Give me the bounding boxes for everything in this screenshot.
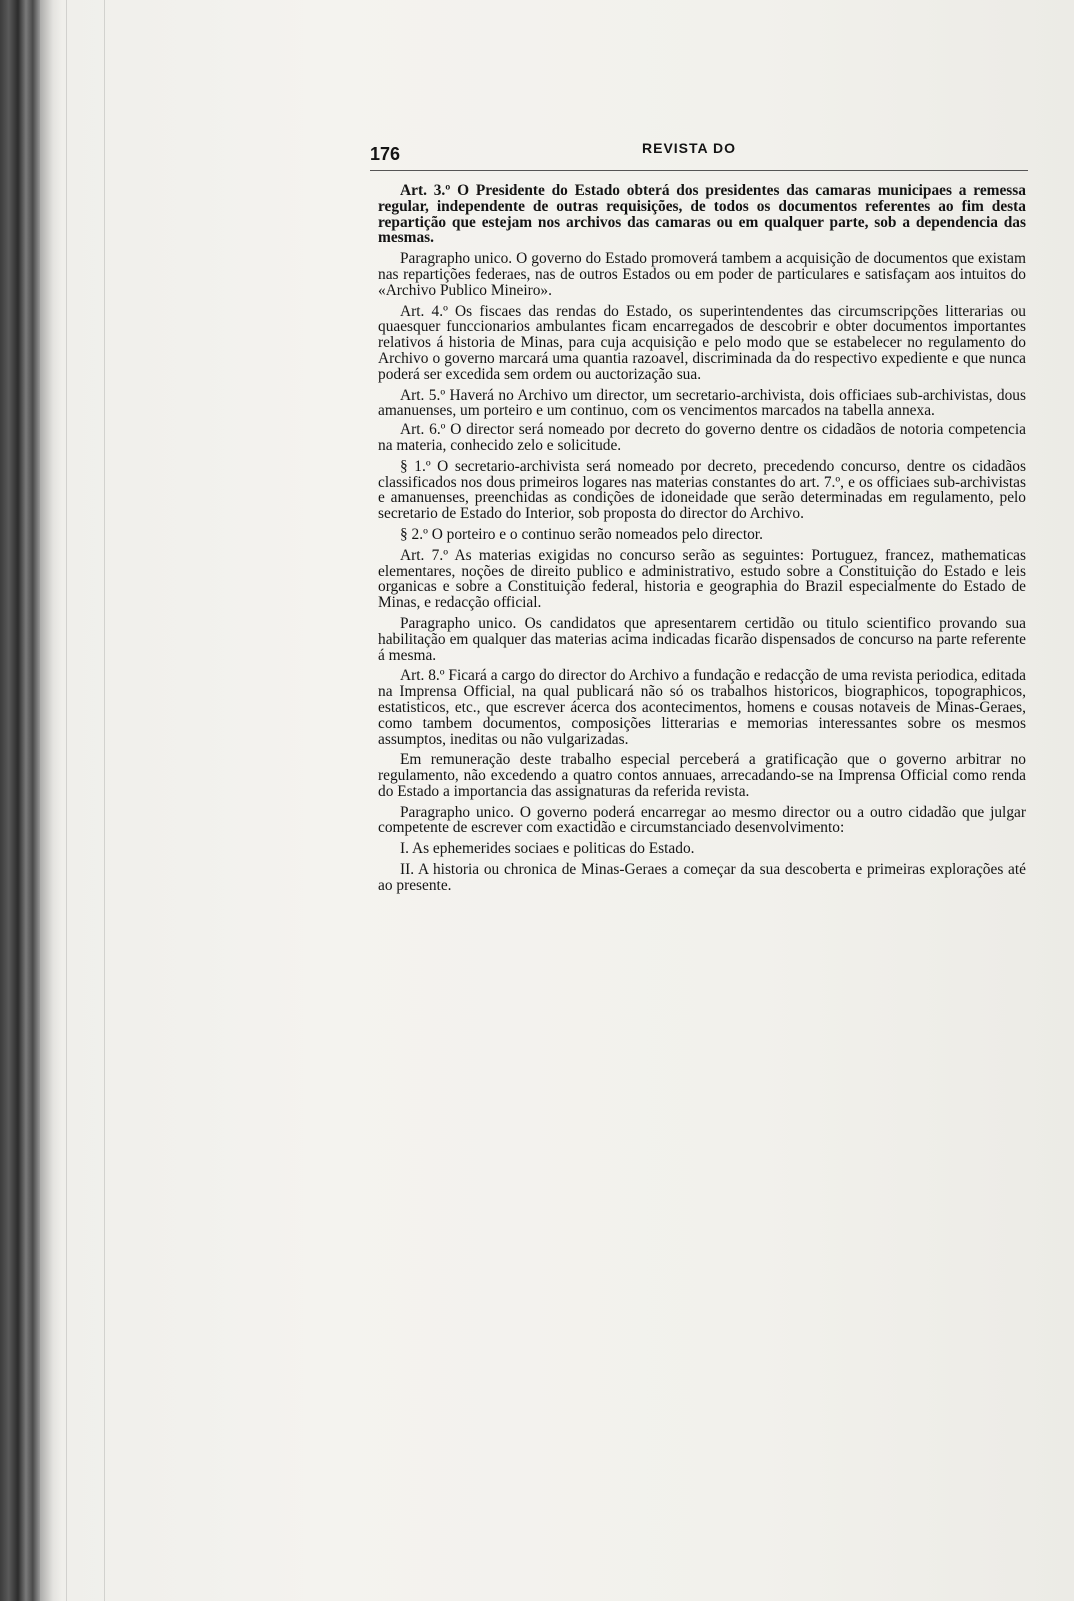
article-8: Art. 8.º Ficará a cargo do director do Archivo a fundação e redacção de uma revista periodica, editada na Imprensa Official, na qual publicará não só os trabalhos historicos, biographicos, topographicos, estatisticos, etc., que escrever ácerca dos acontecimentos, homens e cousas notaveis de Minas-Geraes, como tambem documentos, composições litterarias e memorias interessantes sobre os mesmos assumptos, ineditas ou não vulgarizadas. bbox=[378, 667, 1026, 748]
article-8-paragraph-unico: Paragrapho unico. O governo poderá encarregar ao mesmo director ou a outro cidadão que julgar competente de escrever com exactidão e circumstanciado desenvolvimento: bbox=[378, 803, 1026, 837]
page-number: 176 bbox=[370, 144, 401, 164]
article-6-section-1: § 1.º O secretario-archivista será nomeado por decreto, precedendo concurso, dentre os cidadãos classificados nos dous primeiros logares nas materias constantes do art. 7.º, e os officiaes sub-archivistas e amanuenses, preenchidas as condições de idoneidade que serão determinadas em regulamento, pelo secretario de Estado do Interior, sob proposta do director do Archivo. bbox=[378, 457, 1026, 523]
article-6: Art. 6.º O director será nomeado por decreto do governo dentre os cidadãos de notoria competencia na materia, conhecido zelo e solicitude. bbox=[378, 421, 1026, 454]
article-6-section-2: § 2.º O porteiro e o continuo serão nomeados pelo director. bbox=[400, 525, 763, 543]
page-header bbox=[370, 140, 1028, 171]
article-4: Art. 4.º Os fiscaes das rendas do Estado, os superintendentes das circumscripções litterarias ou quaesquer funccionarios ambulantes ficam encarregados de descobrir e obter documentos importantes relativos á historia de Minas, para cuja acquisição e pelo modo que se estabelecer no regulamento do Archivo o governo marcará uma quantia razoavel, discriminada da do respectivo expediente e que nunca poderá ser excedida sem ordem ou auctorização sua. bbox=[378, 302, 1026, 383]
margin-line bbox=[66, 0, 67, 1601]
gutter-shadow bbox=[40, 0, 62, 1601]
body-text bbox=[378, 183, 1026, 899]
article-8-remuneration: Em remuneração deste trabalho especial perceberá a gratificação que o governo arbitrar no regulamento, não excedendo a quatro contos annuaes, arrecadando-se na Imprensa Official como renda do Estado a importancia das assignaturas da referida revista. bbox=[378, 751, 1026, 800]
book-spine-shadow bbox=[0, 0, 40, 1601]
article-3-paragraph-unico: Paragrapho unico. O governo do Estado promoverá tambem a acquisição de documentos que existam nas repartições federaes, nas de outros Estados ou em poder de particulares e satisfaçam aos intuitos do «Archivo Publico Mineiro». bbox=[378, 250, 1026, 299]
article-7: Art. 7.º As materias exigidas no concurso serão as seguintes: Portuguez, francez, mathematicas elementares, noções de direito publico e administrativo, estudo sobre a Constituição do Estado e leis organicas e sobre a Constituição federal, historia e geographia do Brazil especialmente do Estado de Minas, e redacção official. bbox=[378, 546, 1026, 612]
running-title: REVISTA DO bbox=[642, 140, 737, 156]
article-5: Art. 5.º Haverá no Archivo um director, um secretario-archivista, dois officiaes sub-archivistas, dous amanuenses, um porteiro e um continuo, com os vencimentos marcados na tabella annexa. bbox=[378, 386, 1026, 420]
article-3: Art. 3.º O Presidente do Estado obterá dos presidentes das camaras municipaes a remessa regular, independente de outras requisições, de todos os documentos referentes ao fim desta repartição que estejam nos archivos das camaras ou em qualquer parte, sob a dependencia das mesmas. bbox=[378, 182, 1026, 247]
article-7-paragraph-unico: Paragrapho unico. Os candidatos que apresentarem certidão ou titulo scientifico provando sua habilitação em qualquer das materias acima indicadas ficarão dispensados de concurso na parte referente á mesma. bbox=[378, 614, 1026, 664]
list-item: II. A historia ou chronica de Minas-Geraes a começar da sua descoberta e primeiras explorações até ao presente. bbox=[378, 861, 1026, 894]
list-item: I. As ephemerides sociaes e politicas do Estado. bbox=[400, 840, 695, 858]
margin-line bbox=[104, 0, 105, 1601]
